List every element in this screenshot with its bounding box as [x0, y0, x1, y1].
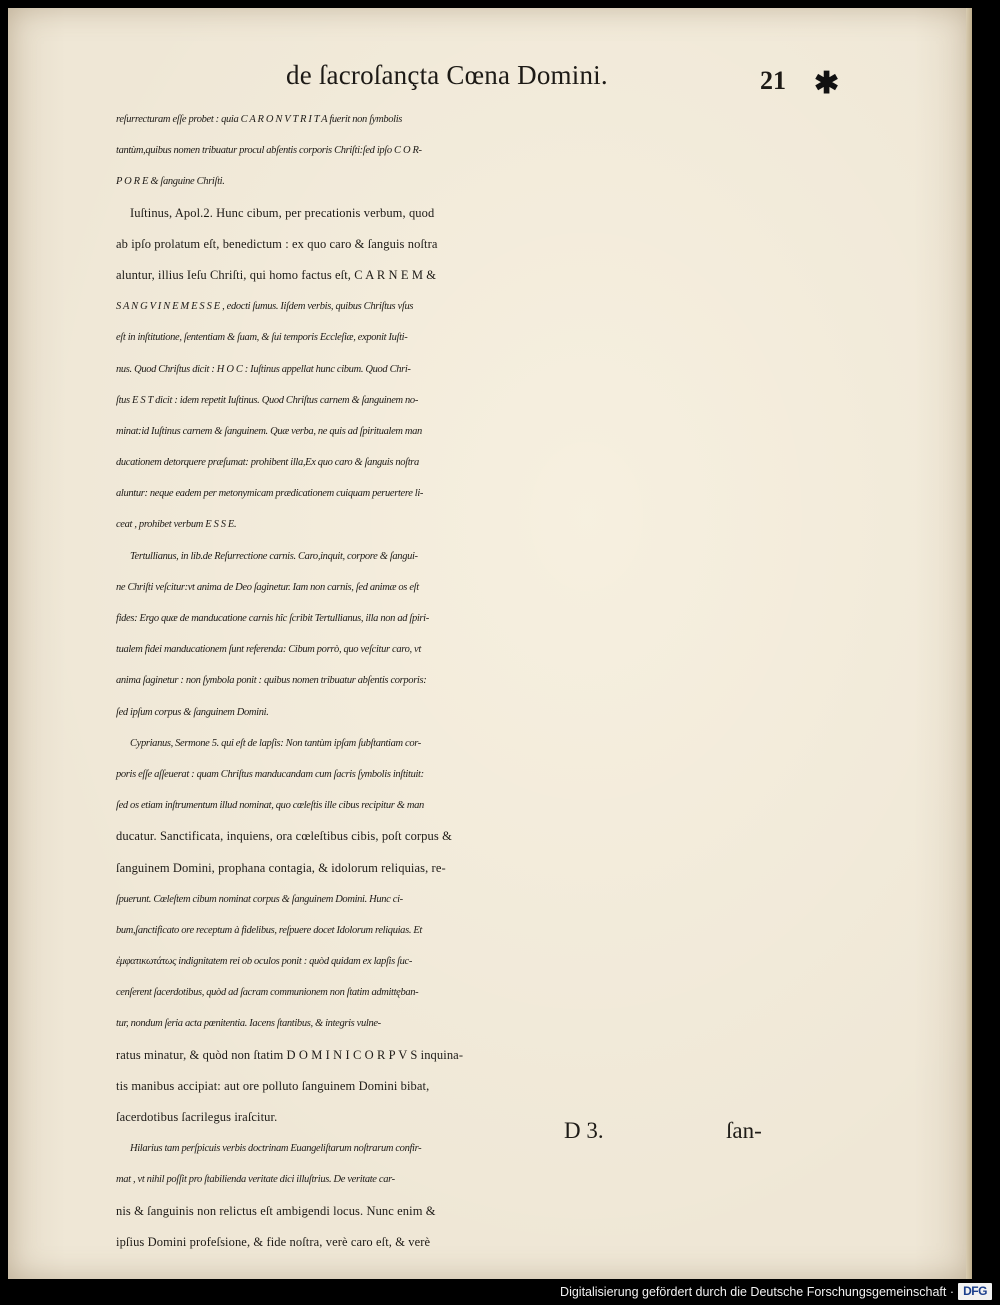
text-line: fides: Ergo quæ de manducatione carnis hîc ſcribit Tertullianus, illa non ad ſpiri- — [116, 613, 429, 624]
body-text — [116, 104, 796, 1258]
text-line: nus. Quod Chriſtus dicit : H O C : Iuſtinus appellat hunc cibum. Quod Chri- — [116, 363, 411, 375]
text-line: aluntur: neque eadem per metonymicam prædicationem cuiquam peruertere li- — [116, 488, 424, 500]
text-line: Iuſtinus, Apol.2. Hunc cibum, per precationis verbum, quod — [130, 205, 435, 220]
text-line: ſacerdotibus ſacrilegus iraſcitur. — [116, 1110, 278, 1124]
text-line: ab ipſo prolatum eſt, benedictum : ex quo caro & ſanguis noſtra — [116, 236, 438, 251]
running-head — [8, 60, 972, 100]
text-line: Hilarius tam perſpicuis verbis doctrinam Euangeliſtarum noſtrarum confir- — [130, 1143, 422, 1155]
text-line: tis manibus accipiat: aut ore polluto ſanguinem Domini bibat, — [116, 1078, 430, 1093]
text-line: ne Chriſti veſcitur:vt anima de Deo ſaginetur. Iam non carnis, ſed animæ os eſt — [116, 581, 419, 593]
text-line: reſurrecturam eſſe probet : quia C A R O N V T R I T A fuerit non ſymbolis — [116, 114, 402, 125]
asterisk-mark: ✱ — [814, 66, 840, 101]
text-line: ducationem detorquere præſumat: prohibent illa,Ex quo caro & ſanguis noſtra — [116, 457, 419, 469]
signature-mark: D 3. — [564, 1118, 604, 1143]
text-line: ceat , prohibet verbum E S S E. — [116, 519, 237, 531]
funding-credit: Digitalisierung gefördert durch die Deutsche Forschungsgemeinschaft · — [560, 1285, 954, 1299]
signature-line — [116, 1118, 796, 1150]
text-line: tur, nondum ſeria acta pœnitentia. Iacens ſtantibus, & integris vulne- — [116, 1018, 381, 1030]
text-line: eſt in inſtitutione, ſententiam & ſuam, & ſui temporis Eccleſiæ, exponit Iuſti- — [116, 332, 408, 344]
text-line: minat:id Iuſtinus carnem & ſanguinem. Quæ verba, ne quis ad ſpiritualem man — [116, 425, 422, 437]
text-line: ἐμφατικωτάτως indignitatem rei ob oculos ponit : quòd quidam ex lapſis ſuc- — [116, 956, 413, 968]
catchword: ſan- — [726, 1118, 762, 1143]
text-line: aluntur, illius Ieſu Chriſti, qui homo factus eſt, C A R N E M & — [116, 267, 437, 282]
text-line: Tertullianus, in lib.de Reſurrectione carnis. Caro,inquit, corpore & ſangui- — [130, 550, 418, 562]
book-page — [8, 8, 972, 1279]
text-line: ſpuerunt. Cœleſtem cibum nominat corpus & ſanguinem Domini. Hunc ci- — [116, 893, 403, 905]
running-title: de ſacroſançta Cœna Domini. — [286, 60, 608, 90]
dfg-logo-icon: DFG — [958, 1283, 992, 1300]
text-line: ratus minatur, & quòd non ſtatim D O M I N I C O R P V S inquina- — [116, 1047, 464, 1062]
text-line: Cyprianus, Sermone 5. qui eſt de lapſis: Non tantùm ipſam ſubſtantiam cor- — [130, 737, 421, 749]
text-line: poris eſſe aſſeuerat : quam Chriſtus manducandam cum ſacris ſymbolis inſtituit: — [116, 768, 424, 780]
text-line: mat , vt nihil poſſit pro ſtabilienda veritate dici illuſtrius. De veritate car- — [116, 1174, 395, 1186]
text-line: tantùm,quibus nomen tribuatur procul abſentis corporis Chriſti:ſed ipſo C O R- — [116, 145, 422, 157]
text-line: ipſius Domini profeſsione, & fide noſtra, verè caro eſt, & verè — [116, 1234, 431, 1249]
footer-bar — [0, 1279, 1000, 1305]
text-line: ſed os etiam inſtrumentum illud nominat, quo cœleſtis ille cibus recipitur & man — [116, 800, 424, 812]
text-line: ſtus E S T dicit : idem repetit Iuſtinus. Quod Chriſtus carnem & ſanguinem no- — [116, 394, 418, 406]
text-line: ducatur. Sanctificata, inquiens, ora cœleſtibus cibis, poſt corpus & — [116, 829, 452, 844]
page-number: 21 — [760, 66, 786, 95]
text-line: ſanguinem Domini, prophana contagia, & idolorum reliquias, re- — [116, 860, 446, 875]
text-line: nis & ſanguinis non relictus eſt ambigendi locus. Nunc enim & — [116, 1203, 436, 1218]
page-edge — [966, 8, 972, 1279]
text-line: tualem fidei manducationem ſunt referenda: Cibum porrò, quo veſcitur caro, vt — [116, 644, 421, 656]
text-line: cenſerent ſacerdotibus, quòd ad ſacram communionem non ſtatim admittęban- — [116, 987, 419, 999]
text-line: ſed ipſum corpus & ſanguinem Domini. — [116, 706, 269, 718]
text-line: S A N G V I N E M E S S E , edocti ſumus. Iiſdem verbis, quibus Chriſtus vſus — [116, 301, 414, 313]
text-line: anima ſaginetur : non ſymbola ponit : quibus nomen tribuatur abſentis corporis: — [116, 675, 427, 687]
text-line: P O R E & ſanguine Chriſti. — [116, 176, 225, 188]
text-line: bum,ſanctificato ore receptum à fidelibus, reſpuere docet Idolorum reliquias. Et — [116, 924, 422, 936]
